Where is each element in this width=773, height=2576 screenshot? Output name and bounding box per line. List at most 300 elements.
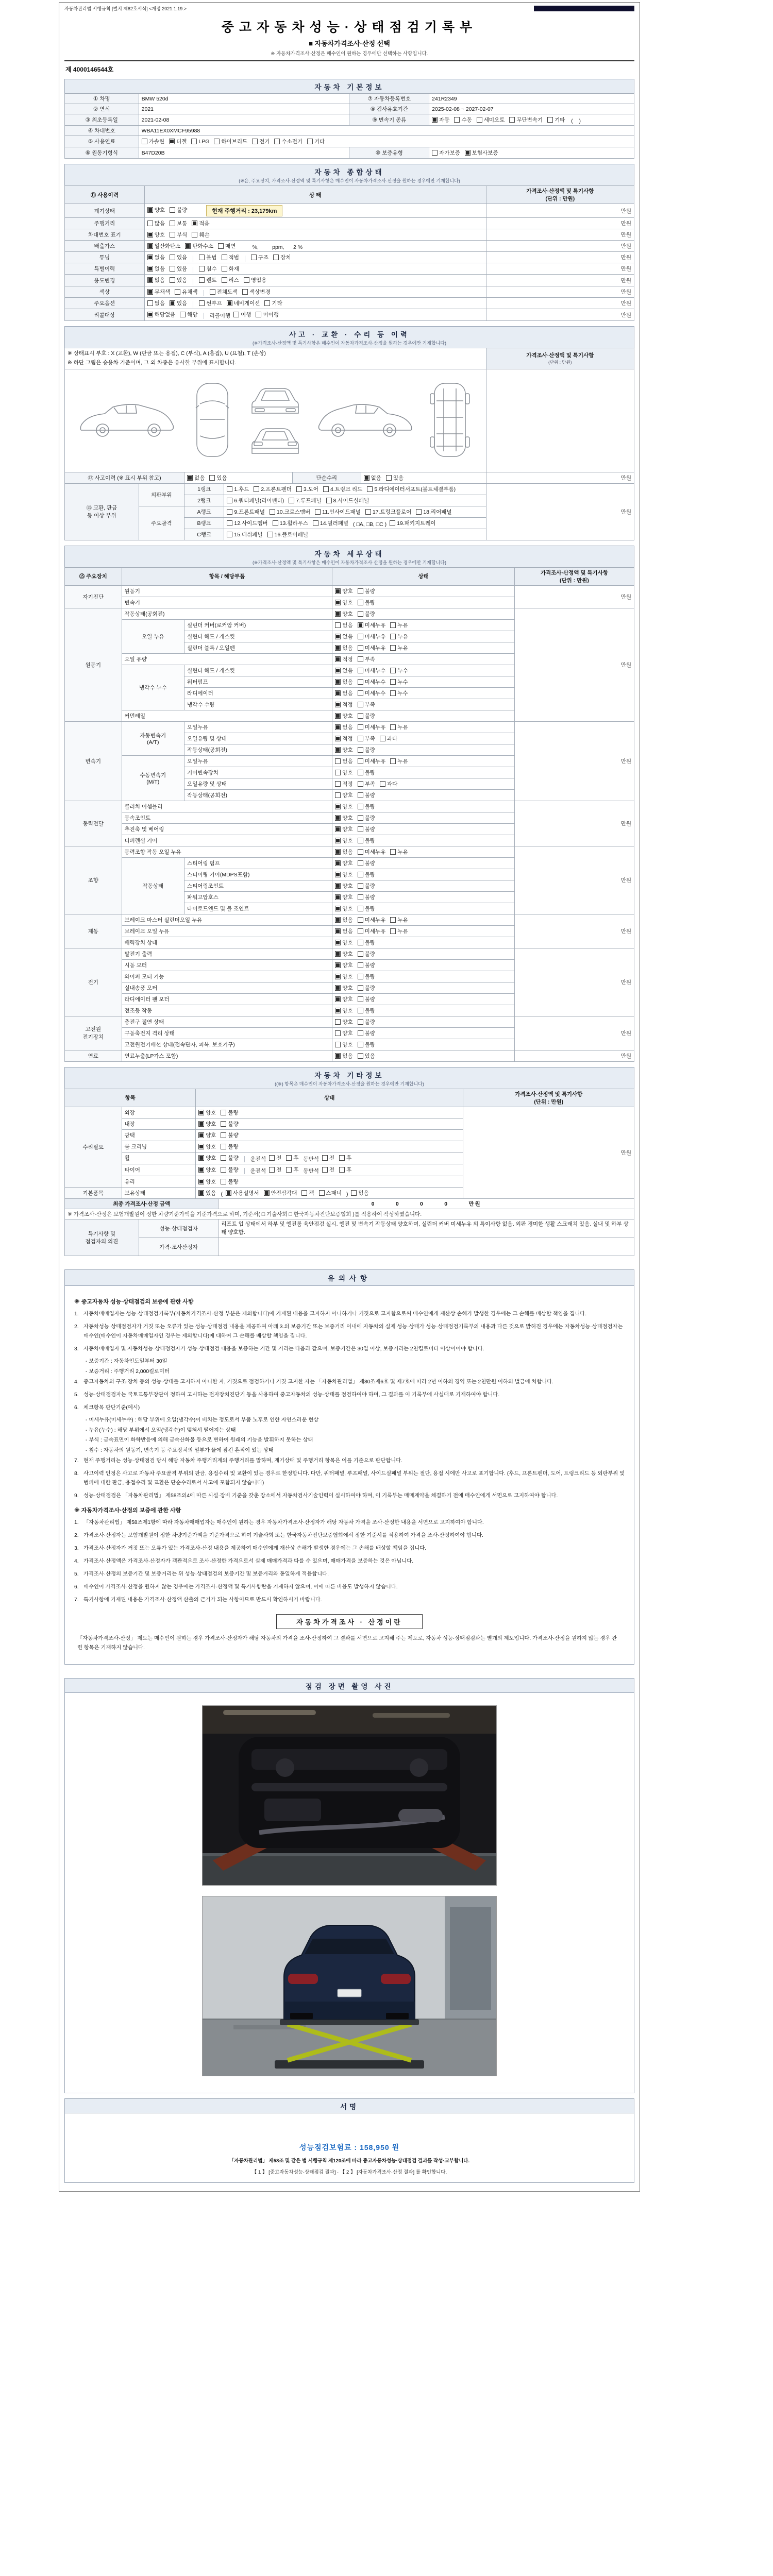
cell: 자기진단 bbox=[65, 585, 122, 608]
checkbox-option bbox=[256, 311, 278, 318]
checkbox-option bbox=[147, 242, 181, 250]
checkbox-option bbox=[335, 701, 352, 708]
checkbox-icon bbox=[335, 781, 341, 787]
checkbox-option bbox=[319, 1189, 342, 1197]
checkbox-checked-icon bbox=[198, 1110, 204, 1115]
checkbox-label: 자동 bbox=[439, 117, 450, 123]
checkbox-icon bbox=[242, 289, 248, 295]
checkbox-option bbox=[335, 746, 352, 754]
checkbox-label: 불량 bbox=[364, 1007, 375, 1014]
header-cell: 가격조사·산정액 및 특기사항 (단위 : 만원) bbox=[514, 567, 634, 585]
inspection-record-document bbox=[59, 2, 640, 2192]
checkbox-option bbox=[147, 299, 165, 307]
checkbox-label: 양호 bbox=[342, 588, 353, 595]
checkbox-label: 양호 bbox=[342, 939, 353, 946]
checkbox-checked-icon bbox=[335, 940, 341, 945]
checkbox-label: 양호 bbox=[342, 611, 353, 617]
checkbox-icon bbox=[358, 747, 363, 753]
cell: 작동상태(공회전) bbox=[184, 744, 332, 755]
cell: 리콜대상 bbox=[65, 309, 145, 321]
checkbox-icon bbox=[289, 498, 294, 503]
checkbox-icon bbox=[199, 255, 205, 260]
checkbox-option bbox=[335, 916, 352, 924]
checkbox-icon bbox=[221, 1121, 226, 1127]
checkbox-label: 양호 bbox=[342, 894, 353, 901]
checkbox-icon bbox=[390, 758, 396, 764]
checkbox-label: 양호 bbox=[342, 962, 353, 969]
status-cell bbox=[332, 801, 515, 812]
checkbox-option bbox=[175, 288, 197, 296]
checkbox-icon bbox=[547, 117, 553, 123]
checkbox-icon bbox=[380, 736, 385, 741]
checkbox-checked-icon bbox=[198, 1121, 204, 1127]
checkbox-option bbox=[386, 474, 404, 482]
header-cell: 상태 bbox=[196, 1089, 463, 1107]
checkbox-icon bbox=[274, 139, 280, 144]
header-cell: 상 태 bbox=[144, 186, 486, 204]
checkbox-label: 불량 bbox=[228, 1155, 239, 1161]
cell: C랭크 bbox=[184, 529, 224, 540]
checkbox-icon bbox=[390, 917, 396, 923]
status-cell bbox=[196, 1107, 463, 1118]
notice-number: 8. bbox=[74, 1471, 79, 1477]
cell: 수리필요 bbox=[65, 1107, 122, 1187]
checkbox-option bbox=[192, 219, 209, 227]
checkbox-option bbox=[335, 735, 352, 742]
checkbox-label: 16.플로어패널 bbox=[274, 531, 308, 538]
checkbox-option bbox=[273, 253, 291, 261]
price-cell: 만원 bbox=[514, 1050, 634, 1061]
checkbox-label: 불량 bbox=[364, 599, 375, 606]
checkbox-option bbox=[380, 780, 397, 788]
price-cell: 만원 bbox=[486, 252, 634, 263]
cell: 조향 bbox=[65, 846, 122, 914]
table-row bbox=[65, 1238, 634, 1256]
checkbox-checked-icon bbox=[432, 117, 438, 123]
checkbox-option bbox=[227, 485, 249, 493]
notice-item bbox=[74, 1378, 625, 1387]
notice-item bbox=[74, 1345, 625, 1354]
checkbox-icon bbox=[315, 509, 321, 515]
checkbox-label: 불량 bbox=[364, 883, 375, 889]
checkbox-label: 전 bbox=[329, 1155, 335, 1161]
cell: 충전구 절연 상태 bbox=[122, 1016, 332, 1027]
table-row bbox=[65, 1209, 634, 1219]
header-cell: ⑮ 주요장치 bbox=[65, 567, 122, 585]
checkbox-icon bbox=[175, 289, 180, 295]
checkbox-label: 미이행 bbox=[263, 312, 279, 318]
status-cell bbox=[196, 1152, 463, 1164]
header-cell: 가격조사·산정액 및 특기사항 (단위 : 만원) bbox=[486, 186, 634, 204]
notice-item bbox=[74, 1456, 625, 1466]
checkbox-icon bbox=[254, 486, 259, 492]
cell: ② 연식 bbox=[65, 104, 139, 114]
cell: 단순수리 bbox=[292, 472, 361, 483]
checkbox-label: 부족 bbox=[364, 656, 375, 663]
checkbox-option bbox=[547, 116, 565, 124]
checkbox-label: 없음 bbox=[342, 679, 353, 685]
checkbox-option bbox=[335, 769, 352, 776]
cell: 실린더 헤드 / 개스킷 bbox=[184, 631, 332, 642]
checkbox-option bbox=[380, 735, 397, 742]
checkbox-option bbox=[364, 474, 381, 482]
checkbox-label: 훼손 bbox=[199, 232, 210, 238]
checkbox-option bbox=[335, 1041, 352, 1048]
status-cell bbox=[332, 835, 515, 846]
checkbox-icon bbox=[358, 894, 363, 900]
cell: 보유상태 bbox=[122, 1187, 196, 1198]
checkbox-label: 있음 bbox=[176, 277, 188, 284]
checkbox-option bbox=[358, 950, 375, 958]
checkbox-label: 양호 bbox=[342, 951, 353, 957]
checkbox-label: 전 bbox=[276, 1166, 282, 1173]
notice-item bbox=[74, 1323, 625, 1341]
checkbox-icon bbox=[339, 1155, 345, 1161]
checkbox-icon bbox=[252, 139, 258, 144]
checkbox-option bbox=[222, 276, 239, 284]
checkbox-label: 양호 bbox=[342, 860, 353, 867]
checkbox-option bbox=[358, 825, 375, 833]
checkbox-label: 누수 bbox=[397, 690, 408, 697]
legal-footer-line-1: 「자동차관리법」 제58조 및 같은 법 시행규칙 제120조에 따라 중고자동차성능·상태점검 결과를 작성·교부합니다. bbox=[229, 2158, 470, 2164]
checkbox-label: 9.프론트패널 bbox=[234, 509, 265, 515]
basic-info-table bbox=[64, 93, 634, 159]
checkbox-icon bbox=[454, 117, 460, 123]
checkbox-option bbox=[358, 723, 386, 731]
inline-label: 운전석 bbox=[250, 1156, 266, 1162]
cell: 오일유량 및 상태 bbox=[184, 778, 332, 789]
checkbox-option bbox=[335, 757, 352, 765]
checkbox-label: 불량 bbox=[364, 611, 375, 617]
checkbox-label: 미세누유 bbox=[364, 928, 386, 935]
price-cell: 만원 bbox=[514, 914, 634, 948]
checkbox-label: 불량 bbox=[364, 747, 375, 753]
cell: 동력조향 작동 오일 누유 bbox=[122, 846, 332, 857]
price-survey-definition-title: 자동차가격조사 · 산정이란 bbox=[276, 1614, 423, 1629]
checkbox-option bbox=[358, 633, 386, 640]
cell: 작동상태(공회전) bbox=[184, 789, 332, 801]
notice-item bbox=[74, 1518, 625, 1528]
status-cell bbox=[224, 517, 486, 529]
checkbox-option bbox=[199, 253, 216, 261]
checkbox-label: 부족 bbox=[364, 781, 375, 787]
checkbox-icon bbox=[367, 486, 373, 492]
checkbox-option bbox=[307, 138, 325, 145]
status-cell bbox=[332, 1039, 515, 1050]
checkbox-icon bbox=[273, 520, 278, 526]
checkbox-label: 양호 bbox=[342, 815, 353, 821]
checkbox-label: 4.트렁크 리드 bbox=[330, 486, 363, 493]
checkbox-icon bbox=[199, 266, 205, 272]
checkbox-option bbox=[335, 712, 352, 720]
checkbox-label: 전기 bbox=[259, 139, 270, 145]
checkbox-option bbox=[273, 519, 308, 527]
checkbox-checked-icon bbox=[335, 996, 341, 1002]
checkbox-checked-icon bbox=[358, 622, 363, 628]
checkbox-option bbox=[390, 678, 408, 686]
checkbox-icon bbox=[358, 1053, 363, 1059]
checkbox-label: 불량 bbox=[364, 803, 375, 810]
status-cell bbox=[196, 1187, 463, 1198]
checkbox-icon bbox=[358, 588, 363, 594]
checkbox-label: 기타 bbox=[554, 117, 565, 123]
detail-state-table bbox=[64, 567, 634, 1062]
table-row bbox=[65, 126, 634, 136]
checkbox-label: 없음 bbox=[342, 724, 353, 731]
status-cell bbox=[332, 744, 515, 755]
status-cell bbox=[332, 608, 515, 619]
checkbox-icon bbox=[192, 232, 197, 238]
checkbox-label: 영업용 bbox=[250, 277, 267, 284]
status-cell bbox=[196, 1118, 463, 1129]
checkbox-label: 불량 bbox=[364, 973, 375, 980]
checkbox-icon bbox=[335, 1042, 341, 1047]
form-reference: 자동차관리법 시행규칙 [별지 제82호서식] <개정 2021.1.19.> bbox=[64, 6, 187, 11]
cell: B랭크 bbox=[184, 517, 224, 529]
section-detail-state-header: 자동차 세부상태 (※가격조사·산정액 및 특기사항은 매수인이 자동차가격조사·산정을 원하는 경우에만 기재합니다) bbox=[64, 546, 634, 568]
cell: 수동변속기 (M/T) bbox=[122, 755, 184, 801]
status-cell bbox=[144, 309, 486, 321]
checkbox-option bbox=[147, 288, 170, 296]
status-cell bbox=[332, 642, 515, 653]
overall-state-table bbox=[64, 185, 634, 321]
checkbox-icon bbox=[286, 1155, 292, 1161]
checkbox-label: 불량 bbox=[364, 905, 375, 912]
signature-area bbox=[64, 2113, 634, 2183]
status-cell bbox=[332, 823, 515, 835]
notice-section bbox=[64, 1269, 634, 1665]
checkbox-label: 렌트 bbox=[206, 277, 217, 284]
checkbox-label: 미세누유 bbox=[364, 645, 386, 651]
price-cell: 만원 bbox=[463, 1107, 634, 1198]
cell: 냉각수 수량 bbox=[184, 699, 332, 710]
checkbox-checked-icon bbox=[335, 804, 341, 809]
notice-number: 9. bbox=[74, 1493, 79, 1499]
checkbox-option bbox=[335, 1029, 352, 1037]
section-signature-header: 서명 bbox=[64, 2098, 634, 2113]
checkbox-option bbox=[286, 1166, 298, 1174]
checkbox-option bbox=[358, 871, 375, 878]
checkbox-checked-icon bbox=[147, 232, 153, 238]
status-cell: 자동 수동 세미오토 무단변속기 기타 ( ) bbox=[429, 114, 634, 126]
checkbox-icon bbox=[218, 243, 224, 249]
checkbox-icon bbox=[335, 1030, 341, 1036]
checkbox-option bbox=[358, 678, 386, 686]
checkbox-option bbox=[477, 116, 505, 124]
checkbox-option bbox=[335, 599, 352, 606]
checkbox-option bbox=[221, 1166, 238, 1174]
checkbox-label: 무단변속기 bbox=[516, 117, 543, 123]
checkbox-option bbox=[233, 311, 251, 318]
checkbox-label: 부족 bbox=[364, 701, 375, 708]
cell: 원동기 bbox=[122, 585, 332, 597]
checkbox-checked-icon bbox=[335, 928, 341, 934]
checkbox-label: 자가보증 bbox=[439, 150, 460, 156]
checkbox-checked-icon bbox=[335, 974, 341, 979]
checkbox-label: 화재 bbox=[228, 266, 239, 273]
checkbox-label: 미세누유 bbox=[364, 622, 386, 629]
cell: 유리 bbox=[122, 1176, 196, 1187]
cell: 배력장치 상태 bbox=[122, 937, 332, 948]
checkbox-icon bbox=[147, 300, 153, 306]
checkbox-icon bbox=[323, 486, 329, 492]
checkbox-option bbox=[390, 927, 408, 935]
cell: 클러치 어셈블리 bbox=[122, 801, 332, 812]
checkbox-option bbox=[335, 825, 352, 833]
checkbox-label: 불량 bbox=[364, 939, 375, 946]
checkbox-label: 무채색 bbox=[154, 289, 171, 295]
price-cell: 만원 bbox=[514, 801, 634, 846]
checkbox-label: 해당없음 bbox=[154, 312, 176, 318]
checkbox-option bbox=[358, 791, 375, 799]
cell: 커먼레일 bbox=[122, 710, 332, 721]
group-divider bbox=[244, 1156, 245, 1162]
checkbox-icon bbox=[335, 758, 341, 764]
checkbox-icon bbox=[358, 838, 363, 843]
cell: 휠 bbox=[122, 1152, 196, 1164]
front-rear-diagram-stack bbox=[247, 384, 304, 456]
checkbox-option bbox=[170, 206, 187, 214]
checkbox-option bbox=[185, 242, 213, 250]
price-cell: 만원 bbox=[486, 275, 634, 286]
notice-item bbox=[74, 1596, 625, 1605]
checkbox-label: 양호 bbox=[154, 232, 165, 238]
checkbox-option bbox=[335, 882, 352, 890]
cell: 2021-02-08 bbox=[139, 114, 349, 126]
checkbox-icon bbox=[335, 792, 341, 798]
checkbox-label: 불량 bbox=[364, 826, 375, 833]
checkbox-label: 19.패키지트레이 bbox=[397, 520, 436, 527]
checkbox-checked-icon bbox=[465, 150, 470, 156]
checkbox-icon bbox=[351, 1190, 357, 1196]
checkbox-label: 없음 bbox=[342, 667, 353, 674]
checkbox-icon bbox=[214, 139, 220, 144]
status-cell bbox=[332, 653, 515, 665]
checkbox-option bbox=[301, 1189, 314, 1197]
checkbox-label: 스패너 bbox=[326, 1190, 342, 1196]
checkbox-label: 미세누유 bbox=[364, 724, 386, 731]
checkbox-option bbox=[170, 299, 187, 307]
status-cell bbox=[332, 585, 515, 597]
checkbox-checked-icon bbox=[147, 266, 153, 272]
checkbox-icon bbox=[251, 255, 257, 260]
checkbox-option bbox=[416, 508, 451, 516]
status-cell bbox=[429, 147, 634, 159]
checkbox-option bbox=[198, 1189, 216, 1197]
checkbox-label: 양호 bbox=[206, 1132, 216, 1139]
checkbox-option bbox=[222, 265, 239, 273]
cell: 특기사항 및 점검자의 의견 bbox=[65, 1219, 139, 1256]
cell: B47D20B bbox=[139, 147, 349, 159]
checkbox-label: 없음 bbox=[342, 633, 353, 640]
cell: ⑫ 사고이력 (※ 표시 부위 참고) bbox=[65, 472, 184, 483]
table-row bbox=[65, 472, 634, 483]
checkbox-option bbox=[269, 1154, 281, 1162]
checkbox-label: 양호 bbox=[342, 803, 353, 810]
checkbox-label: 기타 bbox=[314, 139, 325, 145]
notice-number: 2. bbox=[74, 1533, 79, 1539]
section-accident-history-header: 사고 · 교환 · 수리 등 이력 (※가격조사·산정액 및 특기사항은 매수인이 자동차가격조사·산정을 원하는 경우에만 기재합니다) bbox=[64, 326, 634, 348]
checkbox-icon bbox=[358, 600, 363, 605]
checkbox-label: 구조 bbox=[258, 255, 269, 261]
checkbox-option bbox=[244, 276, 266, 284]
status-cell bbox=[332, 971, 515, 982]
checkbox-option bbox=[358, 927, 386, 935]
checkbox-checked-icon bbox=[335, 815, 341, 821]
table-row bbox=[65, 136, 634, 147]
checkbox-option bbox=[335, 791, 352, 799]
checkbox-icon bbox=[390, 634, 396, 639]
checkbox-checked-icon bbox=[198, 1179, 204, 1184]
checkbox-icon bbox=[227, 532, 232, 537]
checkbox-option bbox=[315, 508, 361, 516]
checkbox-checked-icon bbox=[335, 883, 341, 889]
checkbox-icon bbox=[358, 996, 363, 1002]
checkbox-label: 후 bbox=[346, 1166, 352, 1173]
checkbox-icon bbox=[358, 928, 363, 934]
cell: 실린더 블록 / 오일팬 bbox=[184, 642, 332, 653]
checkbox-option bbox=[390, 757, 408, 765]
checkbox-checked-icon bbox=[227, 300, 232, 306]
table-row bbox=[65, 229, 634, 241]
checkbox-checked-icon bbox=[335, 860, 341, 866]
status-cell bbox=[144, 286, 486, 297]
cell: BMW 520d bbox=[139, 94, 349, 104]
cell: 디퍼렌셜 기어 bbox=[122, 835, 332, 846]
checkbox-icon bbox=[222, 255, 227, 260]
status-cell bbox=[332, 619, 515, 631]
checkbox-option bbox=[335, 610, 352, 618]
cell: 라디에이터 팬 모터 bbox=[122, 993, 332, 1005]
checkbox-option bbox=[221, 1109, 238, 1116]
checkbox-label: 불량 bbox=[364, 996, 375, 1003]
cell: 특별이력 bbox=[65, 263, 145, 275]
cell: ⑩ 보증유형 bbox=[349, 147, 429, 159]
notice-number: 6. bbox=[74, 1584, 79, 1590]
checkbox-option bbox=[221, 1178, 238, 1185]
checkbox-icon bbox=[358, 985, 363, 991]
checkbox-label: 양호 bbox=[206, 1143, 216, 1150]
checkbox-icon bbox=[358, 792, 363, 798]
checkbox-option bbox=[270, 508, 310, 516]
checkbox-option bbox=[335, 803, 352, 810]
accident-notes-table bbox=[64, 348, 634, 472]
checkbox-label: 11.인사이드패널 bbox=[322, 509, 361, 515]
notice-number: 6. bbox=[74, 1405, 79, 1411]
notice-body bbox=[65, 1286, 634, 1664]
table-row bbox=[65, 297, 634, 309]
checkbox-icon bbox=[358, 1042, 363, 1047]
checkbox-option bbox=[221, 1154, 238, 1162]
checkbox-label: 네비게이션 bbox=[233, 300, 260, 307]
checkbox-option bbox=[251, 253, 268, 261]
status-cell bbox=[332, 1005, 515, 1016]
checkbox-label: 양호 bbox=[206, 1155, 216, 1161]
checkbox-checked-icon bbox=[335, 634, 341, 639]
status-cell bbox=[332, 789, 515, 801]
cell: 2025-02-08 ~ 2027-02-07 bbox=[429, 104, 634, 114]
checkbox-icon bbox=[296, 486, 302, 492]
checkbox-option bbox=[147, 311, 176, 318]
checkbox-checked-icon bbox=[185, 243, 191, 249]
checkbox-checked-icon bbox=[147, 289, 153, 295]
status-cell bbox=[332, 710, 515, 721]
checkbox-checked-icon bbox=[335, 838, 341, 843]
checkbox-checked-icon bbox=[335, 713, 341, 719]
checkbox-icon bbox=[221, 1167, 226, 1173]
checkbox-label: 잭 bbox=[309, 1190, 314, 1196]
notice-text: 사고이력 인정은 사고로 자동차 주요골격 부위의 판금, 용접수리 및 교환이 있는 경우로 한정합니다. 다만, 쿼터패널, 루프패널, 사이드실패널 부위는 절단, 용접 시에만 사고로 표기합니다. (후드, 프론트펜더, 도어, 트렁크리드 등 외판부위 및 범퍼에 대한 판금, 용접수리 및 교환은 단순수리로서 사고에 포함되지 않습니다) bbox=[83, 1471, 625, 1486]
